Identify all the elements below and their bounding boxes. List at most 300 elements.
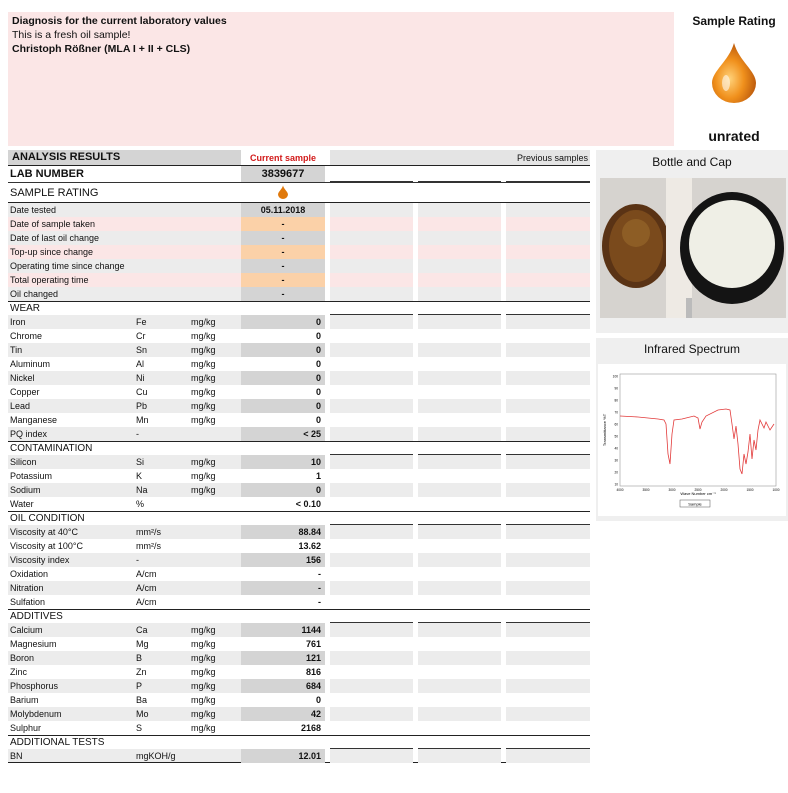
oil-drop-small-icon	[276, 185, 290, 199]
row-symbol: mm²/s	[136, 541, 161, 551]
table-row	[8, 679, 590, 693]
prev-cell	[418, 623, 501, 637]
prev-cell	[506, 427, 590, 441]
row-symbol: Sn	[136, 345, 148, 355]
prev-cell	[418, 497, 501, 511]
prev-cell	[506, 525, 590, 539]
prev-cell	[506, 357, 590, 371]
info-label: Date of last oil change	[10, 233, 100, 243]
row-symbol: Cu	[136, 387, 148, 397]
row-label: Barium	[10, 695, 39, 705]
table-row	[8, 427, 590, 441]
diagnosis-title: Diagnosis for the current laboratory values	[12, 15, 227, 27]
lab-number-label: LAB NUMBER	[10, 168, 84, 180]
prev-cell	[506, 553, 590, 567]
sample-rating-label: SAMPLE RATING	[10, 187, 99, 199]
row-unit: mg/kg	[191, 457, 216, 467]
prev-cell	[506, 595, 590, 609]
prev-cell	[330, 651, 413, 665]
row-label: Silicon	[10, 457, 37, 467]
prev-cell	[418, 693, 501, 707]
prev-cell	[506, 385, 590, 399]
prev-cell	[418, 442, 501, 455]
prev-cell	[506, 483, 590, 497]
row-symbol: Cr	[136, 331, 146, 341]
prev-cell	[330, 539, 413, 553]
row-label: Potassium	[10, 471, 53, 481]
ir-panel	[596, 338, 788, 521]
lab-number-value: 3839677	[241, 166, 325, 182]
prev-cell	[330, 343, 413, 357]
row-value: < 0.10	[241, 497, 325, 511]
table-row	[8, 567, 590, 581]
row-unit	[191, 539, 241, 553]
table-row	[8, 483, 590, 497]
prev-cell	[418, 329, 501, 343]
row-label: Viscosity at 40°C	[10, 527, 78, 537]
prev-cell	[330, 721, 413, 735]
section-header	[8, 511, 590, 525]
table-row	[8, 329, 590, 343]
info-row	[8, 203, 590, 217]
prev-cell	[418, 245, 501, 259]
table-row	[8, 581, 590, 595]
prev-cell	[330, 553, 413, 567]
row-value: 816	[241, 665, 325, 679]
prev-cell	[418, 357, 501, 371]
info-label: Top-up since change	[10, 247, 94, 257]
prev-cell	[418, 217, 501, 231]
row-label: Magnesium	[10, 639, 57, 649]
info-value: -	[241, 287, 325, 301]
row-value: 10	[241, 455, 325, 469]
ir-x-tick: 3500	[642, 488, 650, 492]
prev-cell	[418, 287, 501, 301]
prev-cell	[418, 749, 501, 763]
prev-cell	[330, 693, 413, 707]
sample-rating-panel	[684, 14, 784, 148]
row-symbol: S	[136, 723, 143, 733]
row-unit: mg/kg	[191, 667, 216, 677]
prev-cell	[506, 623, 590, 637]
prev-cell	[330, 483, 413, 497]
section-title: WEAR	[10, 303, 40, 314]
prev-cell	[418, 581, 501, 595]
prev-cell	[418, 567, 501, 581]
prev-cell	[506, 315, 590, 329]
prev-cell	[506, 610, 590, 623]
row-unit: mg/kg	[191, 625, 216, 635]
prev-cell	[330, 736, 413, 749]
prev-cell	[418, 399, 501, 413]
prev-cell	[506, 231, 590, 245]
prev-cell	[418, 166, 501, 182]
ir-y-tick: 10	[614, 482, 618, 487]
prev-cell	[506, 749, 590, 763]
prev-cell	[330, 287, 413, 301]
prev-cell	[506, 287, 590, 301]
ir-x-tick: 2500	[694, 488, 702, 492]
row-unit: mg/kg	[191, 373, 216, 383]
row-unit: mg/kg	[191, 485, 216, 495]
table-row	[8, 343, 590, 357]
row-symbol: mm²/s	[136, 527, 161, 537]
row-value: 761	[241, 637, 325, 651]
row-symbol: A/cm	[136, 583, 157, 593]
section-title: CONTAMINATION	[10, 443, 93, 454]
prev-cell	[330, 595, 413, 609]
prev-cell	[330, 385, 413, 399]
prev-cell	[418, 721, 501, 735]
diagnosis-author: Christoph Rößner (MLA I + II + CLS)	[12, 43, 191, 55]
prev-cell	[330, 203, 413, 217]
prev-cell	[330, 469, 413, 483]
prev-cell	[330, 707, 413, 721]
row-value: 0	[241, 399, 325, 413]
row-value: 0	[241, 413, 325, 427]
row-value: -	[241, 567, 325, 581]
ir-x-axis-label: Wave Number cm⁻¹	[680, 491, 716, 496]
row-symbol: Fe	[136, 317, 147, 327]
prev-cell	[330, 497, 413, 511]
prev-cell	[418, 651, 501, 665]
info-row	[8, 273, 590, 287]
row-value: 0	[241, 693, 325, 707]
row-symbol: K	[136, 471, 143, 481]
row-unit: mg/kg	[191, 317, 216, 327]
prev-cell	[330, 442, 413, 455]
prev-cell	[506, 371, 590, 385]
row-symbol: Ba	[136, 695, 148, 705]
row-unit: mg/kg	[191, 653, 216, 663]
prev-cell	[506, 651, 590, 665]
prev-cell	[506, 665, 590, 679]
row-symbol: Ca	[136, 625, 148, 635]
row-value: 12.01	[241, 749, 325, 763]
row-symbol: %	[136, 499, 145, 509]
ir-y-tick: 80	[614, 398, 618, 403]
prev-cell	[506, 581, 590, 595]
prev-cell	[330, 512, 413, 525]
row-symbol: mgKOH/g	[136, 751, 176, 761]
row-unit: mg/kg	[191, 471, 216, 481]
row-unit: mg/kg	[191, 639, 216, 649]
current-sample-heading: Current sample	[249, 153, 317, 163]
prev-cell	[506, 399, 590, 413]
table-row	[8, 665, 590, 679]
info-label: Total operating time	[10, 275, 89, 285]
prev-cell	[330, 427, 413, 441]
row-value: 0	[241, 385, 325, 399]
bottle-panel	[596, 150, 788, 333]
prev-cell	[330, 455, 413, 469]
prev-cell	[418, 427, 501, 441]
row-label: Chrome	[10, 331, 43, 341]
table-row	[8, 595, 590, 609]
prev-cell	[330, 399, 413, 413]
bottle-photo	[600, 178, 786, 318]
prev-cell	[330, 259, 413, 273]
prev-cell	[506, 343, 590, 357]
section-title: OIL CONDITION	[10, 513, 85, 524]
row-symbol: Na	[136, 485, 148, 495]
row-value: 0	[241, 343, 325, 357]
prev-cell	[506, 567, 590, 581]
table-row	[8, 623, 590, 637]
prev-cell	[418, 679, 501, 693]
row-symbol: Mn	[136, 415, 149, 425]
row-value: -	[241, 581, 325, 595]
ir-x-tick: 4000	[616, 488, 624, 492]
prev-cell	[506, 413, 590, 427]
prev-cell	[330, 315, 413, 329]
prev-cell	[330, 231, 413, 245]
info-row	[8, 287, 590, 301]
row-label: Nickel	[10, 373, 35, 383]
prev-cell	[506, 166, 590, 182]
table-row	[8, 749, 590, 763]
sample-rating-row	[8, 182, 590, 202]
row-value: 0	[241, 329, 325, 343]
row-label: Nitration	[10, 583, 44, 593]
row-label: Lead	[10, 401, 31, 411]
row-unit	[191, 497, 241, 511]
prev-cell	[418, 736, 501, 749]
row-label: Oxidation	[10, 569, 49, 579]
lab-number-row	[8, 165, 590, 182]
prev-cell	[418, 610, 501, 623]
row-symbol: Pb	[136, 401, 148, 411]
row-symbol: Al	[136, 359, 145, 369]
prev-cell	[506, 693, 590, 707]
info-label: Operating time since change	[10, 261, 125, 271]
row-value: 88.84	[241, 525, 325, 539]
row-symbol: Zn	[136, 667, 147, 677]
section-title: ADDITIONAL TESTS	[10, 737, 105, 748]
row-value: 13.62	[241, 539, 325, 553]
prev-cell	[506, 329, 590, 343]
prev-cell	[418, 707, 501, 721]
prev-cell	[506, 259, 590, 273]
prev-cell	[330, 581, 413, 595]
prev-cell	[418, 302, 501, 315]
ir-panel-title: Infrared Spectrum	[643, 342, 741, 356]
prev-cell	[418, 483, 501, 497]
row-label: Calcium	[10, 625, 43, 635]
prev-cell	[330, 302, 413, 315]
row-label: Zinc	[10, 667, 28, 677]
table-row	[8, 315, 590, 329]
ir-x-tick: 1000	[772, 488, 780, 492]
row-symbol: P	[136, 681, 143, 691]
row-symbol: Mo	[136, 709, 149, 719]
section-header	[8, 609, 590, 623]
row-unit	[191, 553, 241, 567]
row-symbol: B	[136, 653, 143, 663]
row-label: Boron	[10, 653, 35, 663]
previous-samples-heading: Previous samples	[330, 150, 590, 165]
row-value: 1	[241, 469, 325, 483]
row-value: 684	[241, 679, 325, 693]
row-value: 2168	[241, 721, 325, 735]
prev-cell	[506, 637, 590, 651]
prev-cell	[418, 665, 501, 679]
ir-y-axis-label: Transmittance %T	[602, 413, 607, 447]
row-value: 42	[241, 707, 325, 721]
row-value: 0	[241, 357, 325, 371]
prev-cell	[330, 679, 413, 693]
section-title: ADDITIVES	[10, 611, 63, 622]
prev-cell	[330, 665, 413, 679]
ir-y-tick: 70	[614, 410, 618, 415]
table-row	[8, 371, 590, 385]
ir-y-tick: 90	[614, 386, 618, 391]
table-row	[8, 651, 590, 665]
prev-cell	[330, 245, 413, 259]
prev-cell	[418, 595, 501, 609]
row-unit: mg/kg	[191, 415, 216, 425]
prev-cell	[506, 442, 590, 455]
ir-y-tick: 30	[614, 458, 618, 463]
prev-cell	[330, 166, 413, 182]
prev-cell	[506, 245, 590, 259]
prev-cell	[418, 371, 501, 385]
ir-y-tick: 60	[614, 422, 618, 427]
row-symbol: Si	[136, 457, 145, 467]
prev-cell	[506, 455, 590, 469]
info-label: Oil changed	[10, 289, 59, 299]
row-unit: mg/kg	[191, 401, 216, 411]
prev-cell	[506, 707, 590, 721]
prev-cell	[506, 497, 590, 511]
prev-cell	[330, 749, 413, 763]
prev-cell	[506, 512, 590, 525]
row-value: -	[241, 595, 325, 609]
prev-cell	[330, 371, 413, 385]
table-row	[8, 553, 590, 567]
table-row	[8, 455, 590, 469]
prev-cell	[418, 231, 501, 245]
table-row	[8, 707, 590, 721]
ir-y-tick: 100	[612, 374, 618, 379]
prev-cell	[418, 637, 501, 651]
row-unit: mg/kg	[191, 695, 216, 705]
row-value: 0	[241, 315, 325, 329]
ir-y-tick: 50	[614, 434, 618, 439]
prev-cell	[418, 539, 501, 553]
section-header	[8, 301, 590, 315]
row-value: 121	[241, 651, 325, 665]
prev-cell	[330, 567, 413, 581]
row-unit: mg/kg	[191, 709, 216, 719]
table-row	[8, 721, 590, 735]
bottle-panel-title: Bottle and Cap	[652, 155, 732, 169]
row-value: < 25	[241, 427, 325, 441]
row-unit: mg/kg	[191, 359, 216, 369]
prev-cell	[330, 217, 413, 231]
row-unit	[191, 567, 241, 581]
row-symbol: A/cm	[136, 569, 157, 579]
row-label: Water	[10, 499, 34, 509]
row-unit	[191, 525, 241, 539]
diagnosis-panel	[8, 12, 674, 146]
prev-cell	[330, 525, 413, 539]
info-row	[8, 217, 590, 231]
row-unit	[191, 581, 241, 595]
row-symbol: Mg	[136, 639, 149, 649]
row-label: Copper	[10, 387, 40, 397]
section-header	[8, 735, 590, 749]
ir-y-tick: 40	[614, 446, 618, 451]
info-value: -	[241, 273, 325, 287]
row-label: Viscosity at 100°C	[10, 541, 83, 551]
row-unit: mg/kg	[191, 723, 216, 733]
diagnosis-text: This is a fresh oil sample!	[12, 29, 131, 41]
table-row	[8, 385, 590, 399]
sample-rating-value: unrated	[708, 128, 760, 144]
ir-legend: Sample	[688, 501, 702, 507]
info-value: -	[241, 231, 325, 245]
analysis-results-heading: ANALYSIS RESULTS	[8, 150, 241, 165]
row-unit: mg/kg	[191, 345, 216, 355]
prev-cell	[330, 273, 413, 287]
row-label: Manganese	[10, 415, 58, 425]
prev-cell	[418, 553, 501, 567]
row-label: Viscosity index	[10, 555, 70, 565]
ir-x-tick: 2000	[720, 488, 728, 492]
prev-cell	[418, 385, 501, 399]
row-unit: mg/kg	[191, 331, 216, 341]
table-row	[8, 497, 590, 511]
prev-cell	[506, 302, 590, 315]
info-label: Date of sample taken	[10, 219, 96, 229]
info-value: -	[241, 259, 325, 273]
prev-cell	[418, 469, 501, 483]
prev-cell	[506, 469, 590, 483]
row-unit: mg/kg	[191, 681, 216, 691]
row-label: Phosphorus	[10, 681, 59, 691]
ir-x-tick: 3000	[668, 488, 676, 492]
prev-cell	[330, 623, 413, 637]
row-label: Molybdenum	[10, 709, 62, 719]
prev-cell	[506, 721, 590, 735]
row-label: Aluminum	[10, 359, 51, 369]
table-row	[8, 693, 590, 707]
row-label: BN	[10, 751, 23, 761]
sample-rating-title: Sample Rating	[692, 14, 776, 28]
row-label: Tin	[10, 345, 23, 355]
prev-cell	[418, 273, 501, 287]
row-symbol: A/cm	[136, 597, 157, 607]
prev-cell	[506, 217, 590, 231]
info-row	[8, 231, 590, 245]
info-value: 05.11.2018	[241, 203, 325, 217]
row-symbol: Ni	[136, 373, 145, 383]
ir-chart	[598, 364, 786, 516]
table-row	[8, 539, 590, 553]
prev-cell	[330, 357, 413, 371]
prev-cell	[418, 413, 501, 427]
table-row	[8, 357, 590, 371]
row-label: Sulfation	[10, 597, 46, 607]
row-symbol: -	[136, 555, 139, 565]
info-label: Date tested	[10, 205, 57, 215]
row-unit: mg/kg	[191, 387, 216, 397]
section-header	[8, 441, 590, 455]
prev-cell	[418, 259, 501, 273]
prev-cell	[418, 512, 501, 525]
info-value: -	[241, 245, 325, 259]
